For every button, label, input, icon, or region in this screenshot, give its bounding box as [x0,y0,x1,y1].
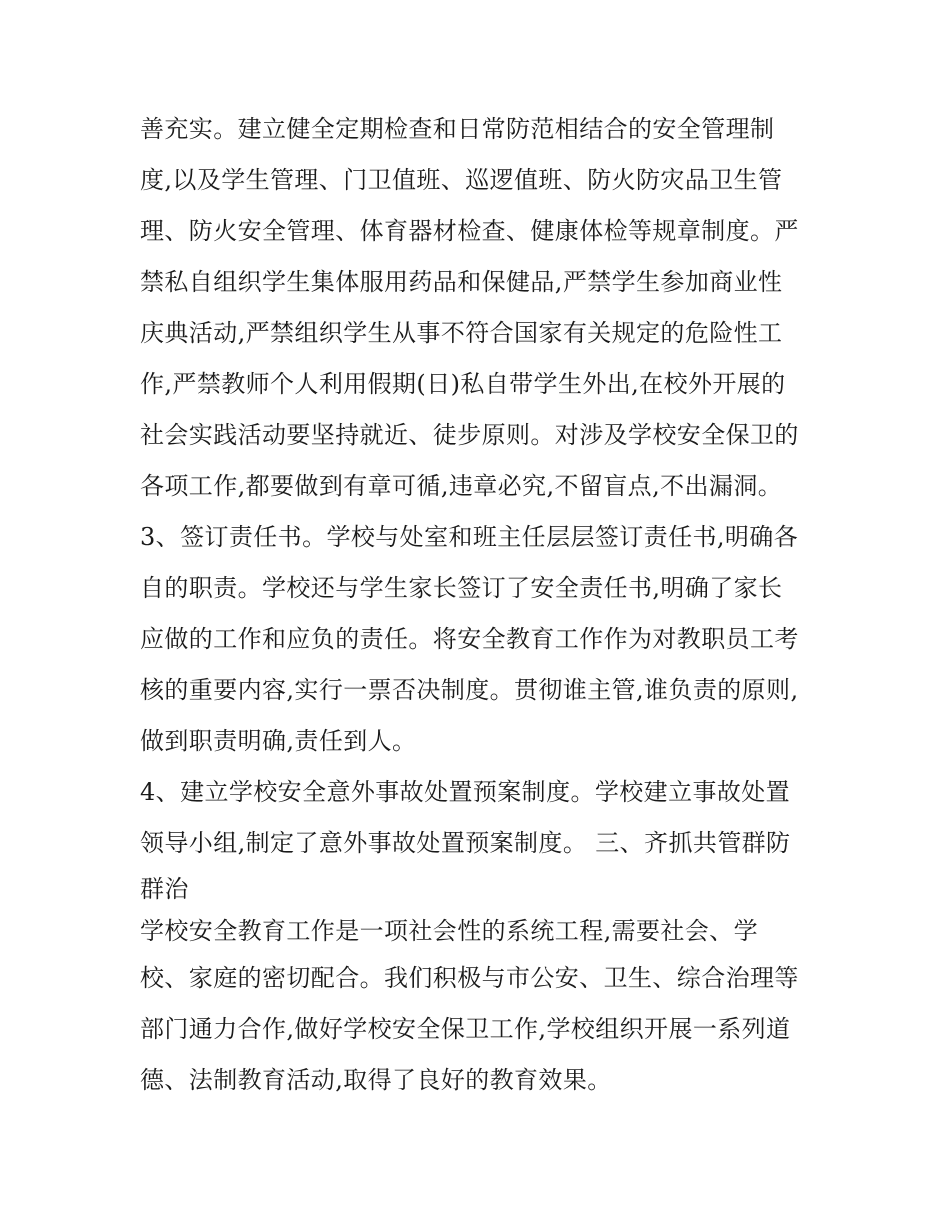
text-line: 庆典活动,严禁组织学生从事不符合国家有关规定的危险性工 [140,319,783,347]
text-line: 领导小组,制定了意外事故处置预案制度。 三、齐抓共管群防 [140,829,791,857]
text-line: 4、建立学校安全意外事故处置预案制度。学校建立事故处置 [140,778,791,806]
text-line: 社会实践活动要坚持就近、徒步原则。对涉及学校安全保卫的 [140,421,799,449]
text-line: 作,严禁教师个人利用假期(日)私自带学生外出,在校外开展的 [140,370,786,398]
text-line: 禁私自组织学生集体服用药品和保健品,严禁学生参加商业性 [140,268,783,296]
body-text [140,104,820,1106]
text-line: 学校安全教育工作是一项社会性的系统工程,需要社会、学 [140,917,759,945]
text-line: 校、家庭的密切配合。我们积极与市公安、卫生、综合治理等 [140,964,799,992]
text-line: 核的重要内容,实行一票否决制度。贯彻谁主管,谁负责的原则, [140,676,799,704]
text-line: 应做的工作和应负的责任。将安全教育工作作为对教职员工考 [140,625,799,653]
text-line: 做到职责明确,责任到人。 [140,727,417,755]
text-line: 自的职责。学校还与学生家长签订了安全责任书,明确了家长 [140,574,783,602]
text-line: 群治 [140,875,189,903]
text-line: 3、签订责任书。学校与处室和班主任层层签订责任书,明确各 [140,523,799,551]
text-line: 德、法制教育活动,取得了良好的教育效果。 [140,1066,612,1094]
text-line: 理、防火安全管理、体育器材检查、健康体检等规章制度。严 [140,217,799,245]
text-line: 度,以及学生管理、门卫值班、巡逻值班、防火防灾品卫生管 [140,166,783,194]
text-line: 各项工作,都要做到有章可循,违章必究,不留盲点,不出漏洞。 [140,472,783,500]
text-line: 善充实。建立健全定期检查和日常防范相结合的安全管理制 [140,115,775,143]
text-line: 部门通力合作,做好学校安全保卫工作,学校组织开展一系列道 [140,1015,791,1043]
